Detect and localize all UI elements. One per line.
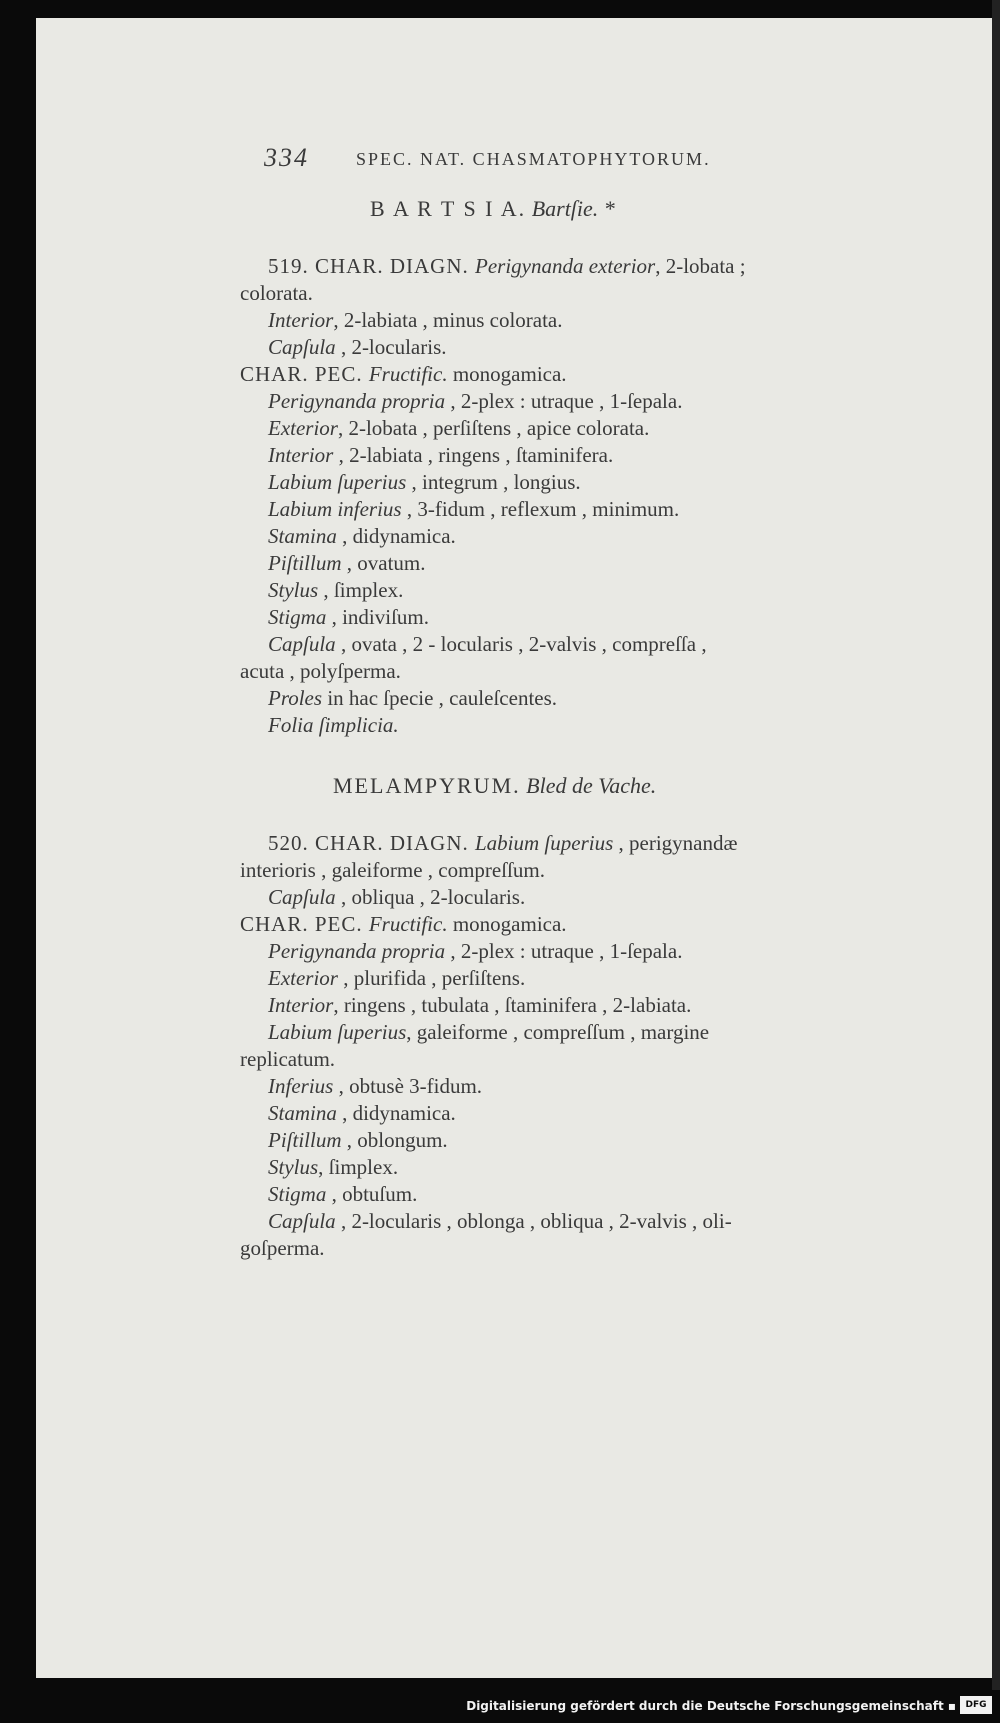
text-line bbox=[268, 1100, 456, 1126]
page-edge-shadow bbox=[992, 0, 1000, 1690]
plain-suffix: , 2-lobata ; bbox=[655, 254, 746, 278]
plain-suffix: , obtuſum. bbox=[326, 1182, 418, 1206]
section-title-caps: B A R T S I A. bbox=[370, 196, 527, 221]
text-line bbox=[268, 388, 682, 414]
funding-credit: Digitalisierung gefördert durch die Deutsche Forschungsgemeinschaft ▪ bbox=[466, 1699, 956, 1713]
plain-suffix: , 3-fidum , reflexum , minimum. bbox=[401, 497, 680, 521]
text-line bbox=[240, 280, 313, 306]
plain-suffix: , obtusè 3-fidum. bbox=[333, 1074, 483, 1098]
section-title bbox=[333, 773, 656, 799]
plain-suffix: , 2-labiata , minus colorata. bbox=[333, 308, 563, 332]
page-number: 334 bbox=[264, 143, 309, 172]
text-line bbox=[240, 658, 401, 684]
text-line bbox=[268, 712, 399, 738]
section-title bbox=[370, 196, 615, 222]
italic-term: Stamina bbox=[268, 1101, 337, 1125]
plain-suffix: , 2-labiata , ringens , ſtaminifera. bbox=[333, 443, 614, 467]
running-title: SPEC. NAT. CHASMATOPHYTORUM. bbox=[356, 149, 711, 169]
italic-term: Stylus bbox=[268, 578, 319, 602]
text-line bbox=[268, 253, 746, 279]
italic-term: Interior bbox=[268, 308, 334, 332]
plain-prefix: CHAR. PEC. bbox=[240, 912, 369, 936]
italic-term: Capſula bbox=[268, 632, 336, 656]
plain-suffix: , ſimplex. bbox=[318, 1155, 399, 1179]
plain-suffix: , ſimplex. bbox=[318, 578, 404, 602]
italic-term: Proles bbox=[268, 686, 323, 710]
plain-suffix: , galeiforme , compreſſum , margine bbox=[406, 1020, 710, 1044]
text-line bbox=[268, 307, 563, 333]
plain-prefix: 519. CHAR. DIAGN. bbox=[268, 254, 475, 278]
italic-term: Folia ſimplicia. bbox=[268, 713, 399, 737]
text-line bbox=[268, 1019, 709, 1045]
text-line bbox=[268, 496, 679, 522]
text-line bbox=[268, 604, 429, 630]
plain-suffix: monogamica. bbox=[447, 912, 567, 936]
text-line bbox=[268, 334, 447, 360]
italic-term: Stigma bbox=[268, 1182, 327, 1206]
plain-suffix: , 2-locularis. bbox=[335, 335, 447, 359]
italic-term: Fructific. bbox=[368, 912, 448, 936]
text-line bbox=[268, 992, 691, 1018]
italic-term: Exterior bbox=[268, 416, 338, 440]
dfg-logo-icon: DFG bbox=[960, 1696, 992, 1714]
italic-term: Piſtillum bbox=[268, 1128, 342, 1152]
italic-term: Stylus bbox=[268, 1155, 319, 1179]
plain-suffix: , ovatum. bbox=[341, 551, 426, 575]
text-line bbox=[268, 830, 738, 856]
plain-prefix: CHAR. PEC. bbox=[240, 362, 369, 386]
plain-suffix: , didynamica. bbox=[336, 524, 456, 548]
italic-term: Perigynanda propria bbox=[268, 939, 446, 963]
text-line bbox=[268, 965, 525, 991]
italic-term: Exterior bbox=[268, 966, 338, 990]
italic-term: Perigynanda exterior bbox=[475, 254, 656, 278]
text-line bbox=[268, 1208, 732, 1234]
plain-prefix: colorata. bbox=[240, 281, 313, 305]
section-title-vernacular: Bartſie. * bbox=[531, 196, 615, 221]
text-line bbox=[268, 685, 557, 711]
plain-suffix: , plurifida , perſiſtens. bbox=[337, 966, 526, 990]
plain-prefix: acuta , polyſperma. bbox=[240, 659, 401, 683]
italic-term: Interior bbox=[268, 443, 334, 467]
plain-suffix: , 2-plex : utraque , 1-ſepala. bbox=[445, 939, 683, 963]
text-line bbox=[240, 1046, 335, 1072]
italic-term: Inferius bbox=[268, 1074, 334, 1098]
plain-suffix: , 2-plex : utraque , 1-ſepala. bbox=[445, 389, 683, 413]
plain-prefix: goſperma. bbox=[240, 1236, 325, 1260]
text-line bbox=[268, 415, 649, 441]
italic-term: Perigynanda propria bbox=[268, 389, 446, 413]
text-line bbox=[268, 1181, 417, 1207]
italic-term: Capſula bbox=[268, 1209, 336, 1233]
plain-prefix: interioris , galeiforme , compreſſum. bbox=[240, 858, 545, 882]
plain-suffix: , 2-locularis , oblonga , obliqua , 2-valvis , oli- bbox=[335, 1209, 732, 1233]
plain-suffix: in hac ſpecie , cauleſcentes. bbox=[322, 686, 558, 710]
italic-term: Piſtillum bbox=[268, 551, 342, 575]
italic-term: Labium ſuperius bbox=[268, 470, 407, 494]
text-line bbox=[268, 469, 581, 495]
plain-suffix: monogamica. bbox=[447, 362, 567, 386]
plain-suffix: , obliqua , 2-locularis. bbox=[335, 885, 526, 909]
text-line bbox=[268, 523, 456, 549]
text-line bbox=[268, 631, 707, 657]
text-line bbox=[268, 1154, 398, 1180]
italic-term: Labium ſuperius bbox=[268, 1020, 407, 1044]
italic-term: Stigma bbox=[268, 605, 327, 629]
italic-term: Capſula bbox=[268, 335, 336, 359]
plain-suffix: , 2-lobata , perſiſtens , apice colorata. bbox=[337, 416, 650, 440]
italic-term: Labium ſuperius bbox=[475, 831, 614, 855]
plain-suffix: , didynamica. bbox=[336, 1101, 456, 1125]
plain-prefix: 520. CHAR. DIAGN. bbox=[268, 831, 475, 855]
italic-term: Fructific. bbox=[368, 362, 448, 386]
text-line bbox=[240, 911, 567, 937]
text-line bbox=[268, 550, 426, 576]
italic-term: Interior bbox=[268, 993, 334, 1017]
footer-bar bbox=[0, 1690, 1000, 1723]
section-title-vernacular: Bled de Vache. bbox=[526, 773, 657, 798]
text-line bbox=[240, 361, 567, 387]
text-line bbox=[268, 1073, 482, 1099]
plain-suffix: , oblongum. bbox=[341, 1128, 448, 1152]
plain-suffix: , perigynandæ bbox=[613, 831, 738, 855]
italic-term: Labium inferius bbox=[268, 497, 402, 521]
plain-suffix: , ringens , tubulata , ſtaminifera , 2-labiata. bbox=[333, 993, 692, 1017]
text-line bbox=[268, 442, 613, 468]
text-line bbox=[268, 577, 403, 603]
plain-suffix: , ovata , 2 - locularis , 2-valvis , compreſſa , bbox=[335, 632, 707, 656]
italic-term: Capſula bbox=[268, 885, 336, 909]
text-line bbox=[268, 884, 525, 910]
text-line bbox=[240, 857, 545, 883]
section-title-caps: MELAMPYRUM. bbox=[333, 773, 521, 798]
plain-suffix: , indiviſum. bbox=[326, 605, 430, 629]
plain-suffix: , integrum , longius. bbox=[406, 470, 581, 494]
text-line bbox=[268, 938, 682, 964]
plain-prefix: replicatum. bbox=[240, 1047, 336, 1071]
text-line bbox=[268, 1127, 448, 1153]
text-line bbox=[240, 1235, 325, 1261]
italic-term: Stamina bbox=[268, 524, 337, 548]
